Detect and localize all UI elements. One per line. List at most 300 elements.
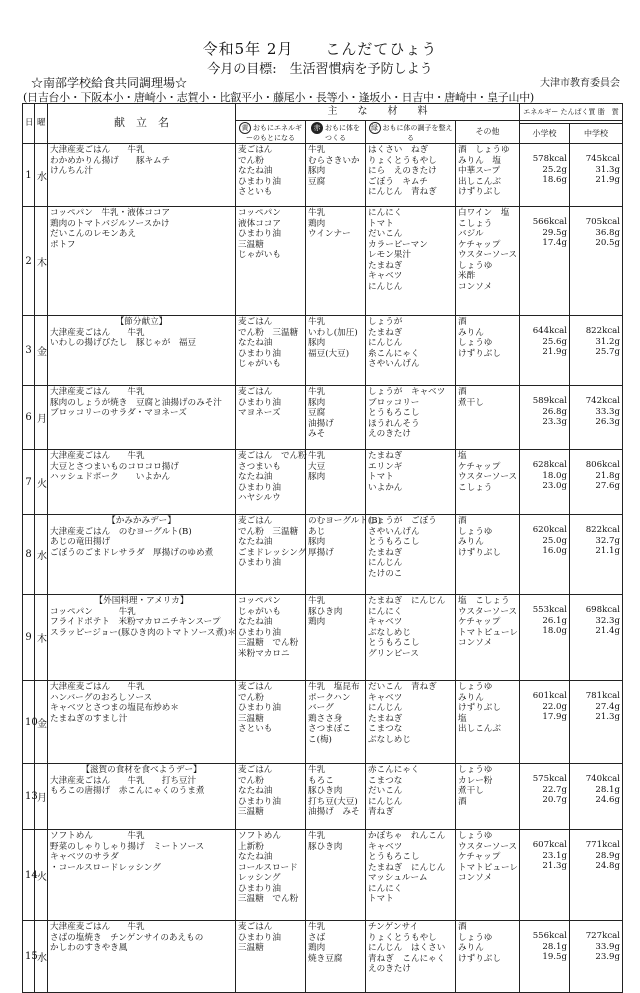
green-foods-line: かぼちゃ れんこん — [368, 831, 446, 842]
other-foods-line: ケチャップ — [458, 617, 501, 628]
green-foods-line: キャベツ — [368, 841, 403, 852]
col-green: 緑 おもに体の調子を整える — [366, 121, 456, 144]
menu-items-line: 大津産麦ごはん 牛乳 打ち豆汁 — [50, 775, 197, 786]
other-foods-line: コンソメ — [458, 281, 493, 292]
yellow-foods-line: 三温糖 — [238, 943, 264, 954]
red-foods-line: いわし(加圧) — [308, 327, 358, 338]
green-foods-line: トマト — [368, 472, 394, 483]
menu-items-line: 大津産麦ごはん 牛乳 — [50, 145, 145, 156]
red-foods-line: ウインナー — [308, 229, 351, 240]
day-row — [23, 921, 623, 993]
yellow-foods-line: ひまわり油 — [238, 176, 281, 187]
menu-items — [48, 515, 236, 595]
junior-nutrition-value: 32.7g — [595, 535, 621, 546]
junior-nutrition-value: 36.8g — [595, 227, 621, 238]
menu-items-line: 大津産麦ごはん のむヨーグルト(B) — [50, 526, 192, 537]
yellow-foods-line: ひまわり油 — [238, 397, 281, 408]
red-foods-line: 牛乳 — [308, 596, 326, 607]
yellow-foods-line: でん粉 — [238, 775, 264, 786]
green-foods-line: たまねぎ — [368, 260, 403, 271]
other-foods-line: こしょう — [458, 482, 493, 493]
junior-nutrition — [570, 681, 623, 764]
yellow-foods-line: なたね油 — [238, 537, 273, 548]
day-number: 1 — [23, 144, 35, 207]
day-number: 2 — [23, 207, 35, 316]
other-foods-line: けずりぶし — [458, 187, 501, 198]
green-foods — [366, 316, 456, 386]
yellow-foods-line: ひまわり油 — [238, 932, 281, 943]
yellow-foods-line: ソフトめん — [238, 831, 281, 842]
other-foods-line: トマトピューレ — [458, 627, 518, 638]
other-foods-line: 出しこんぶ — [458, 724, 501, 735]
other-foods — [456, 515, 520, 595]
day-number: 8 — [23, 515, 35, 595]
green-foods-line: にんじん 青ねぎ — [368, 187, 437, 198]
yellow-foods — [236, 830, 306, 921]
green-foods-line: にんにく — [368, 208, 403, 219]
green-foods-line: にんじん — [368, 558, 403, 569]
green-foods — [366, 921, 456, 993]
yellow-mark: 黄 — [239, 122, 251, 134]
green-foods-line: 青ねぎ こんにゃく — [368, 953, 446, 964]
green-foods-line: しょうが — [368, 317, 403, 328]
elementary-nutrition-value: 23.0g — [542, 481, 567, 492]
monthly-goal: 今月の目標: 生活習慣病を予防しよう — [207, 62, 433, 77]
yellow-foods-line: 麦ごはん — [238, 387, 273, 398]
junior-nutrition-value: 24.6g — [595, 795, 621, 806]
red-foods-line: 豆腐 — [308, 408, 326, 419]
day-number: 14 — [23, 830, 35, 921]
green-foods-line: チンゲンサイ — [368, 922, 419, 933]
menu-items — [48, 207, 236, 316]
yellow-foods-line: 麦ごはん — [238, 765, 273, 776]
green-foods-line: トマト — [368, 218, 394, 229]
yellow-foods — [236, 515, 306, 595]
green-foods — [366, 386, 456, 450]
yellow-foods-line: 三温糖 — [238, 807, 264, 818]
yellow-foods-line: じゃがいも — [238, 250, 281, 261]
yellow-foods-line: マヨネーズ — [238, 408, 281, 419]
junior-nutrition — [570, 386, 623, 450]
elementary-nutrition-value: 23.3g — [542, 417, 567, 428]
elementary-nutrition-value: 20.7g — [542, 795, 567, 806]
yellow-foods-line: じゃがいも — [238, 359, 281, 370]
menu-items-line: いわしの揚げびたし 豚じゃが 福豆 — [50, 338, 197, 349]
green-foods-line: キャベツ — [368, 271, 403, 282]
menu-items-line: 大津産麦ごはん 牛乳 — [50, 451, 145, 462]
day-row — [23, 595, 623, 681]
junior-nutrition-value: 28.9g — [595, 850, 621, 861]
menu-items-line: ハンバーグのおろしソース — [50, 692, 153, 703]
other-foods — [456, 207, 520, 316]
green-foods-line: とうもろこし — [368, 638, 420, 649]
green-foods-line: りょくとうもやし — [368, 155, 437, 166]
other-foods-line: みりん — [458, 327, 484, 338]
green-foods-line: さやいんげん — [368, 526, 420, 537]
green-foods-line: だいこん — [368, 786, 403, 797]
red-foods — [306, 450, 366, 515]
yellow-foods-line: ひまわり油 — [238, 482, 281, 493]
education-board: 大津市教育委員会 — [540, 78, 620, 89]
green-foods-line: ブロッコリー — [368, 397, 420, 408]
menu-items-line: 大津産麦ごはん 牛乳 — [50, 387, 145, 398]
green-foods-line: エリンギ — [368, 461, 403, 472]
yellow-foods-line: なたね油 — [238, 166, 273, 177]
elementary-nutrition — [520, 595, 570, 681]
other-foods-line: しょうゆ — [458, 765, 493, 776]
elementary-nutrition-value: 22.7g — [542, 784, 567, 795]
col-other: その他 — [456, 121, 520, 144]
yellow-foods-line: レッシング — [238, 873, 281, 884]
day-number: 9 — [23, 595, 35, 681]
other-foods-line: コンソメ — [458, 873, 493, 884]
yellow-foods-line: 麦ごはん でん粉 — [238, 451, 307, 462]
day-row — [23, 386, 623, 450]
green-foods-line: たまねぎ にんじん — [368, 862, 446, 873]
other-foods — [456, 450, 520, 515]
other-foods-line: ウスターソース — [458, 472, 518, 483]
other-foods-line: みりん — [458, 943, 484, 954]
yellow-foods-line: でん粉 三温糖 — [238, 327, 299, 338]
green-foods-line: トマト — [368, 894, 394, 905]
green-foods-line: マッシュルーム — [368, 873, 428, 884]
green-foods — [366, 595, 456, 681]
menu-items — [48, 316, 236, 386]
menu-items-line: さばの塩焼き チンゲンサイのあえもの — [50, 932, 204, 943]
day-row — [23, 764, 623, 830]
yellow-foods — [236, 450, 306, 515]
elementary-nutrition-value: 553kcal — [532, 605, 567, 616]
yellow-foods — [236, 386, 306, 450]
other-foods-line: ケチャップ — [458, 239, 501, 250]
menu-items-line: ごぼうのごまドレサラダ 厚揚げのゆめ煮 — [50, 547, 214, 558]
elementary-nutrition-value: 25.2g — [542, 164, 567, 175]
green-foods-line: しょうが ごぼう — [368, 516, 437, 527]
other-foods-line: ウスターソース — [458, 250, 518, 261]
elementary-nutrition — [520, 921, 570, 993]
green-foods-line: こまつな — [368, 775, 403, 786]
junior-nutrition-value: 740kcal — [585, 774, 621, 785]
green-foods-line: にんにく — [368, 883, 403, 894]
green-foods-line: とうもろこし — [368, 408, 420, 419]
green-foods-line: とうもろこし — [368, 537, 420, 548]
elementary-nutrition-value: 18.0g — [542, 470, 567, 481]
elementary-nutrition-value: 19.5g — [542, 952, 567, 963]
menu-items — [48, 144, 236, 207]
green-foods-line: レモン果汁 — [368, 250, 411, 261]
menu-items-line: 【節分献立】 — [115, 317, 168, 328]
other-foods-line: ケチャップ — [458, 461, 501, 472]
other-foods-line: 塩 — [458, 713, 467, 724]
elementary-nutrition-value: 18.6g — [542, 175, 567, 186]
red-foods-line: 豆腐 — [308, 176, 326, 187]
red-foods-line: 牛乳 — [308, 922, 326, 933]
red-foods — [306, 386, 366, 450]
junior-nutrition — [570, 764, 623, 830]
red-foods-line: 牛乳 — [308, 451, 326, 462]
menu-items-line: 大津産麦ごはん 牛乳 — [50, 922, 145, 933]
junior-nutrition-value: 21.1g — [595, 546, 621, 557]
col-weekday: 曜 — [35, 104, 48, 144]
weekday: 月 — [35, 386, 48, 450]
red-foods-line: 油揚げ — [308, 418, 334, 429]
elementary-nutrition-value: 26.1g — [542, 615, 567, 626]
elementary-nutrition — [520, 830, 570, 921]
col-main-ingredients: 主 な 材 料 — [236, 104, 520, 121]
green-foods-line: にんにく — [368, 606, 403, 617]
red-foods-line: 豚肉 — [308, 397, 326, 408]
day-row — [23, 830, 623, 921]
junior-nutrition-value: 27.6g — [595, 481, 621, 492]
menu-items-line: ハッシュドポーク いよかん — [50, 472, 171, 483]
elementary-nutrition-value: 17.4g — [542, 238, 567, 249]
yellow-foods-line: ごまドレッシング — [238, 547, 307, 558]
red-foods-line: 豚ひき肉 — [308, 606, 343, 617]
red-foods-line: 牛乳 — [308, 317, 326, 328]
menu-items-line: たまねぎのすまし汁 — [50, 713, 128, 724]
day-number: 10 — [23, 681, 35, 764]
junior-nutrition-value: 20.5g — [595, 238, 621, 249]
yellow-foods-line: さといも — [238, 724, 273, 735]
elementary-nutrition-value: 18.0g — [542, 626, 567, 637]
col-energy: エネルギー たんぱく質 脂 質 — [520, 104, 623, 121]
junior-nutrition-value: 698kcal — [585, 605, 621, 616]
junior-nutrition-value: 28.1g — [595, 784, 621, 795]
weekday: 水 — [35, 515, 48, 595]
elementary-nutrition-value: 628kcal — [532, 460, 567, 471]
junior-nutrition — [570, 830, 623, 921]
yellow-foods-line: 液体ココア — [238, 218, 281, 229]
elementary-nutrition-value: 26.8g — [542, 406, 567, 417]
red-foods-line: 牛乳 — [308, 208, 326, 219]
other-foods-line: 煮干し — [458, 397, 484, 408]
junior-nutrition-value: 771kcal — [585, 840, 621, 851]
elementary-nutrition — [520, 450, 570, 515]
red-foods — [306, 144, 366, 207]
other-foods-line: けずりぶし — [458, 703, 501, 714]
green-foods — [366, 681, 456, 764]
elementary-nutrition-value: 22.0g — [542, 701, 567, 712]
yellow-foods-line: さつまいも — [238, 461, 281, 472]
green-foods-line: さやいんげん — [368, 359, 420, 370]
yellow-foods-line: 麦ごはん — [238, 682, 273, 693]
green-foods-line: にんじん — [368, 703, 403, 714]
junior-nutrition-value: 21.3g — [595, 712, 621, 723]
menu-items-line: キャベツとさつまの塩昆布炒め＊ — [50, 703, 179, 714]
junior-nutrition-value: 26.3g — [595, 417, 621, 428]
yellow-foods-line: コッペパン — [238, 596, 281, 607]
yellow-foods-line: ひまわり油 — [238, 627, 281, 638]
other-foods-line: コンソメ — [458, 638, 493, 649]
menu-items-line: ポトフ — [50, 239, 76, 250]
junior-nutrition — [570, 144, 623, 207]
menu-items-line: わかめかりん揚げ 豚キムチ — [50, 155, 171, 166]
elementary-nutrition-value: 17.9g — [542, 712, 567, 723]
menu-items — [48, 921, 236, 993]
red-foods-line: 打ち豆(大豆) — [308, 796, 358, 807]
menu-items-line: 豚肉のしょうが焼き 豆腐と油揚げのみそ汁 — [50, 397, 222, 408]
red-foods-line: 豚ひき肉 — [308, 841, 343, 852]
elementary-nutrition — [520, 316, 570, 386]
red-foods-line: 豚肉 — [308, 166, 326, 177]
menu-items-line: 鶏肉のトマトバジルソースかけ — [50, 218, 170, 229]
elementary-nutrition-value: 29.5g — [542, 227, 567, 238]
red-foods-line: 大豆 — [308, 461, 326, 472]
green-foods-line: ほうれんそう — [368, 418, 420, 429]
yellow-foods-line: 麦ごはん — [238, 516, 273, 527]
weekday: 金 — [35, 681, 48, 764]
yellow-foods-line: ひまわり油 — [238, 348, 281, 359]
elementary-nutrition — [520, 515, 570, 595]
other-foods-line: トマトピューレ — [458, 862, 518, 873]
elementary-nutrition-value: 25.0g — [542, 535, 567, 546]
red-foods-line: さつまぼこ — [308, 724, 351, 735]
yellow-foods-line: 三温糖 でん粉 — [238, 638, 299, 649]
junior-nutrition-value: 705kcal — [585, 217, 621, 228]
other-foods-line: みりん — [458, 537, 484, 548]
day-number: 3 — [23, 316, 35, 386]
green-foods-line: こまつな — [368, 724, 403, 735]
weekday: 月 — [35, 764, 48, 830]
other-foods-line: 酒 — [458, 317, 467, 328]
weekday: 木 — [35, 595, 48, 681]
green-foods-line: カラーピーマン — [368, 239, 428, 250]
junior-nutrition-value: 25.7g — [595, 347, 621, 358]
yellow-foods — [236, 144, 306, 207]
green-foods — [366, 207, 456, 316]
red-foods-line: 豚肉 — [308, 537, 326, 548]
elementary-nutrition — [520, 764, 570, 830]
other-foods-line: 酒 — [458, 387, 467, 398]
other-foods-line: けずりぶし — [458, 953, 501, 964]
menu-items-line: ブロッコリーのサラダ・マヨネーズ — [50, 408, 187, 419]
other-foods-line: 塩 こしょう — [458, 596, 510, 607]
junior-nutrition-value: 33.3g — [595, 406, 621, 417]
junior-nutrition — [570, 207, 623, 316]
menu-items — [48, 450, 236, 515]
yellow-foods-line: 三温糖 — [238, 713, 264, 724]
weekday: 火 — [35, 450, 48, 515]
red-foods-line: 牛乳 — [308, 831, 326, 842]
yellow-foods-line: 三温糖 でん粉 — [238, 894, 299, 905]
red-foods-line: バーグ — [308, 703, 334, 714]
yellow-foods — [236, 316, 306, 386]
day-number: 6 — [23, 386, 35, 450]
yellow-foods — [236, 764, 306, 830]
green-foods-line: えのきたけ — [368, 964, 411, 975]
yellow-foods-line: でん粉 — [238, 155, 264, 166]
elementary-nutrition-value: 21.3g — [542, 861, 567, 872]
menu-items-line: 大津産麦ごはん 牛乳 — [50, 682, 145, 693]
red-foods-line: 豚ひき肉 — [308, 786, 343, 797]
green-foods-line: たけのこ — [368, 568, 403, 579]
other-foods — [456, 681, 520, 764]
day-row — [23, 316, 623, 386]
weekday: 水 — [35, 921, 48, 993]
day-row — [23, 207, 623, 316]
junior-nutrition-value: 33.9g — [595, 941, 621, 952]
menu-items — [48, 830, 236, 921]
day-row — [23, 450, 623, 515]
green-foods-line: りょくとうもやし — [368, 932, 437, 943]
day-number: 7 — [23, 450, 35, 515]
elementary-nutrition — [520, 386, 570, 450]
other-foods-line: 酒 — [458, 796, 467, 807]
other-foods-line: みりん — [458, 692, 484, 703]
other-foods-line: みりん 塩 — [458, 155, 501, 166]
elementary-nutrition-value: 607kcal — [532, 840, 567, 851]
red-foods — [306, 681, 366, 764]
yellow-foods-line: なたね油 — [238, 786, 273, 797]
kitchen-name: ☆南部学校給食共同調理場☆ — [31, 76, 188, 90]
yellow-foods-line: なたね油 — [238, 617, 273, 628]
green-foods-line: たまねぎ — [368, 713, 403, 724]
col-junior: 中学校 — [570, 124, 623, 144]
menu-items-line: あじの竜田揚げ — [50, 537, 111, 548]
menu-table — [22, 103, 623, 993]
red-foods-line: 牛乳 — [308, 387, 326, 398]
junior-nutrition — [570, 316, 623, 386]
other-foods-line: しょうゆ — [458, 682, 493, 693]
col-elementary: 小学校 — [520, 124, 570, 144]
weekday: 水 — [35, 144, 48, 207]
elementary-nutrition-value: 644kcal — [532, 326, 567, 337]
red-foods-line: あじ — [308, 526, 326, 537]
elementary-nutrition — [520, 681, 570, 764]
yellow-foods-line: 麦ごはん — [238, 922, 273, 933]
junior-nutrition-value: 23.9g — [595, 952, 621, 963]
red-foods — [306, 921, 366, 993]
red-foods-line: 鶏ささ身 — [308, 713, 343, 724]
yellow-foods-line: ひまわり油 — [238, 883, 281, 894]
other-foods-line: しょうゆ — [458, 338, 493, 349]
green-foods-line: にんじん — [368, 281, 403, 292]
other-foods-line: ウスターソース — [458, 841, 518, 852]
red-foods-line: さば — [308, 932, 326, 943]
red-foods-line: 油揚げ みそ — [308, 807, 360, 818]
other-foods-line: 白ワイン 塩 — [458, 208, 510, 219]
menu-items-line: キャベツのサラダ — [50, 852, 119, 863]
green-foods-line: にんじん — [368, 338, 403, 349]
col-menu: 献 立 名 — [48, 104, 236, 144]
day-row — [23, 515, 623, 595]
green-foods-line: たまねぎ — [368, 451, 403, 462]
elementary-nutrition-value: 601kcal — [532, 691, 567, 702]
other-foods-line: 煮干し — [458, 786, 484, 797]
red-foods-line: 福豆(大豆) — [308, 348, 350, 359]
yellow-foods-line: さといも — [238, 187, 273, 198]
other-foods-line: ウスターソース — [458, 606, 518, 617]
yellow-foods-line: じゃがいも — [238, 606, 281, 617]
other-foods-line: 塩 — [458, 451, 467, 462]
red-foods-line: 牛乳 — [308, 145, 326, 156]
yellow-foods-line: 上新粉 — [238, 841, 264, 852]
green-foods-line: だいこん 青ねぎ — [368, 682, 437, 693]
green-foods-line: たまねぎ にんじん — [368, 596, 446, 607]
menu-items-line: 野菜のしゃりしゃり揚げ ミートソース — [50, 841, 205, 852]
red-foods-line: むらさきいか — [308, 155, 360, 166]
red-foods-line: みそ — [308, 429, 326, 440]
menu-items — [48, 595, 236, 681]
other-foods-line: しょうゆ — [458, 932, 493, 943]
menu-items-line: 【外国料理・アメリカ】 — [94, 596, 189, 607]
green-foods-line: ごぼう キムチ — [368, 176, 428, 187]
other-foods-line: ケチャップ — [458, 852, 501, 863]
yellow-foods-line: 麦ごはん — [238, 317, 273, 328]
red-foods-line: 焼き豆腐 — [308, 953, 343, 964]
yellow-foods-line: なたね油 — [238, 338, 273, 349]
red-foods-line: 厚揚げ — [308, 547, 334, 558]
